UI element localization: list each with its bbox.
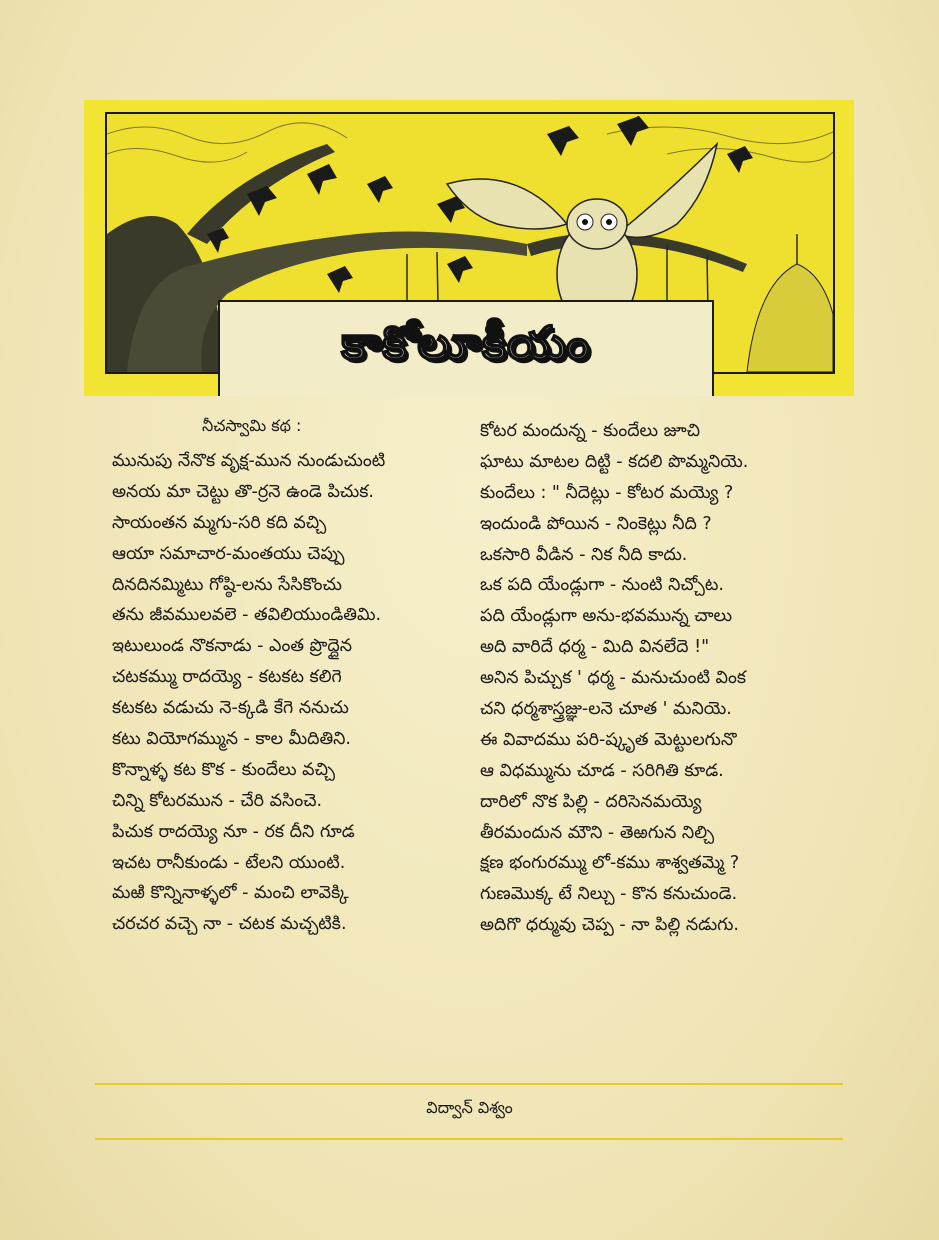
poem-line: కోటర మందున్న - కుందేలు జూచి [480,421,700,441]
poem-line: పిచుక రాదయ్యె నూ - రక దీని గూడ [112,821,355,842]
poem-line: పది యేండ్లుగా అను-భవమున్న చాలు [480,606,733,627]
poem-line: ఆ విధమ్మును చూడ - సరిగితి కూడ. [480,760,724,781]
poem-line: చిన్ని కోటరమున - చేరి వసించె. [112,790,323,811]
poem-line: సాయంతన మ్మగు-సరి కది వచ్చి [112,512,327,533]
poem-line: ఆయా సమాచార-మంతయు చెప్పు [112,543,345,564]
poem-line: ఘాటు మాటల దిట్టి - కదలి పొమ్మనియె. [480,451,749,472]
poem-right-column [480,416,860,941]
author-credit: విద్వాన్ విశ్వం [426,1098,513,1117]
poem-line: దారిలో నొక పిల్లి - దరిసెనమయ్యె [480,791,702,812]
poem-line: తీరమందున మౌని - తెఱగున నిల్చి [480,822,715,843]
poem-line: క్షణ భంగురమ్ము లో-కము శాశ్వతమ్మె ? [480,853,740,874]
poem-line: అది వారిదే ధర్మ - మిది వినలేదె !" [480,637,710,658]
poem-line: తను జీవములవలె - తవిలియుండితిమి. [112,605,382,626]
poem-line: కటు వియోగమ్మున - కాల మీదితిని. [112,729,351,750]
poem-line: ఇందుండి పోయిన - నింకెట్లు నీది ? [480,513,712,534]
footer-rule-top [95,1083,843,1085]
footer-rule-bottom [95,1138,843,1140]
poem-line: ఇచట రానీకుండు - టేలని యుంటి. [112,852,346,873]
poem-line: మఱి కొన్నినాళ్ళలో - మంచి లావెక్కి [112,883,349,904]
poem-line: అనిన పిచ్చుక ' ధర్మ - మనుచుంటి వింక [480,668,746,689]
story-subheading: నీచస్వామి కథ : [202,416,302,435]
poem-line: చటకమ్ము రాదయ్యె - కటకట కలిగె [112,667,342,688]
poem-line: అనయ మా చెట్టు తొ-ర్రనె ఉండె పిచుక. [112,481,374,502]
poem-line: ఒకసారి వీడిన - నిక నీది కాదు. [480,544,688,565]
poem-line: అదిగొ ధర్మువు చెప్ప - నా పిల్లి నడుగు. [480,915,739,936]
page-title: కాకోలూకీయం [341,316,591,370]
title-panel [218,300,714,396]
poem-line: చరచర వచ్చె నా - చటక మచ్చటికి. [112,914,347,935]
poem-left-column [112,416,462,940]
poem-line: దినదినమ్మిటు గోష్ఠి-లను సేసికొంచు [112,574,342,595]
poem-line: కుందేలు : " నీదెట్లు - కోటర మయ్యె ? [480,482,734,503]
poem-line: ఇటులుండ నొకనాడు - ఎంత ప్రొద్దైన [112,636,352,657]
poem-line: మునుపు నేనొక వృక్ష-మున నుండుచుంటి [112,451,386,471]
poem-line: ఒక పది యేండ్లుగా - నుంటి నిచ్చోట. [480,575,724,596]
poem-line: ఈ వివాదము పరి-ష్కృత మెట్టులగునొ [480,729,737,750]
poem-line: గుణమొక్క టే నిల్చు - కొన కనుచుండె. [480,884,738,905]
poem-line: కటకట వడుచు నె-క్కడి కేగె ననుచు [112,698,349,719]
poem-line: కొన్నాళ్ళ కట కొక - కుందేలు వచ్చి [112,759,336,780]
poem-line: చని ధర్మశాస్త్రజ్ఞు-లనె చూత ' మనియె. [480,699,732,720]
